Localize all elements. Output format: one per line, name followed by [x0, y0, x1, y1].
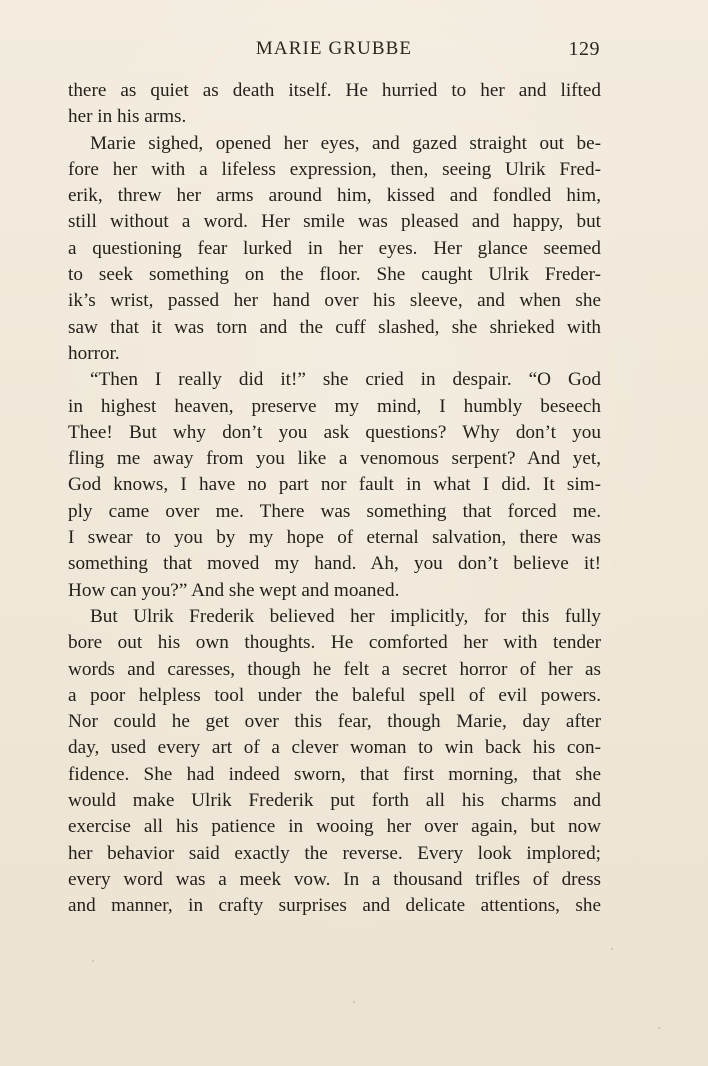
text-line-4: fore her with a lifeless expression, then, seeing Ulrik Fred- — [68, 158, 601, 180]
text-line-12: “Then I really did it!” she cried in despair. “O God — [90, 369, 601, 391]
text-line-15: fling me away from you like a venomous serpent? And yet, — [68, 448, 601, 470]
paper-speck — [353, 1001, 355, 1003]
text-line-22: bore out his own thoughts. He comforted her with tender — [68, 632, 601, 654]
body-text — [68, 78, 601, 920]
running-title: MARIE GRUBBE — [255, 38, 413, 59]
text-line-10: saw that it was torn and the cuff slashed, she shrieked with — [68, 316, 601, 338]
text-line-7: a questioning fear lurked in her eyes. Her glance seemed — [68, 237, 601, 259]
text-line-31: every word was a meek vow. In a thousand trifles of dress — [68, 868, 601, 890]
paper-speck — [658, 1027, 660, 1029]
text-line-26: day, used every art of a clever woman to win back his con- — [68, 737, 601, 759]
text-line-28: would make Ulrik Frederik put forth all his charms and — [68, 790, 601, 812]
text-line-20: How can you?” And she wept and moaned. — [68, 579, 400, 601]
text-line-25: Nor could he get over this fear, though Marie, day after — [68, 711, 601, 733]
text-line-2: her in his arms. — [68, 106, 187, 128]
text-line-3: Marie sighed, opened her eyes, and gazed straight out be- — [90, 132, 601, 154]
page-number: 129 — [568, 38, 600, 60]
text-line-1: there as quiet as death itself. He hurried to her and lifted — [68, 80, 601, 101]
text-line-9: ik’s wrist, passed her hand over his sleeve, and when she — [68, 290, 601, 312]
text-line-27: fidence. She had indeed sworn, that first morning, that she — [68, 763, 601, 785]
text-line-23: words and caresses, though he felt a secret horror of her as — [68, 658, 601, 680]
text-line-30: her behavior said exactly the reverse. Every look implored; — [68, 842, 601, 864]
running-head — [68, 38, 600, 68]
text-line-16: God knows, I have no part nor fault in what I did. It sim- — [68, 474, 601, 496]
text-line-18: I swear to you by my hope of eternal salvation, there was — [68, 527, 601, 549]
text-line-24: a poor helpless tool under the baleful spell of evil powers. — [68, 684, 601, 706]
text-line-29: exercise all his patience in wooing her over again, but now — [68, 816, 601, 838]
text-line-13: in highest heaven, preserve my mind, I humbly beseech — [68, 395, 601, 417]
text-line-11: horror. — [68, 342, 120, 364]
text-line-5: erik, threw her arms around him, kissed and fondled him, — [68, 185, 601, 207]
text-line-8: to seek something on the floor. She caught Ulrik Freder- — [68, 264, 601, 286]
text-line-17: ply came over me. There was something that forced me. — [68, 500, 601, 522]
paper-speck — [611, 948, 613, 950]
text-line-6: still without a word. Her smile was pleased and happy, but — [68, 211, 601, 233]
text-line-21: But Ulrik Frederik believed her implicitly, for this fully — [90, 605, 601, 627]
text-line-19: something that moved my hand. Ah, you don’t believe it! — [68, 553, 601, 575]
paper-speck — [92, 960, 94, 962]
text-line-32: and manner, in crafty surprises and delicate attentions, she — [68, 895, 601, 917]
text-line-14: Thee! But why don’t you ask questions? Why don’t you — [68, 421, 601, 443]
